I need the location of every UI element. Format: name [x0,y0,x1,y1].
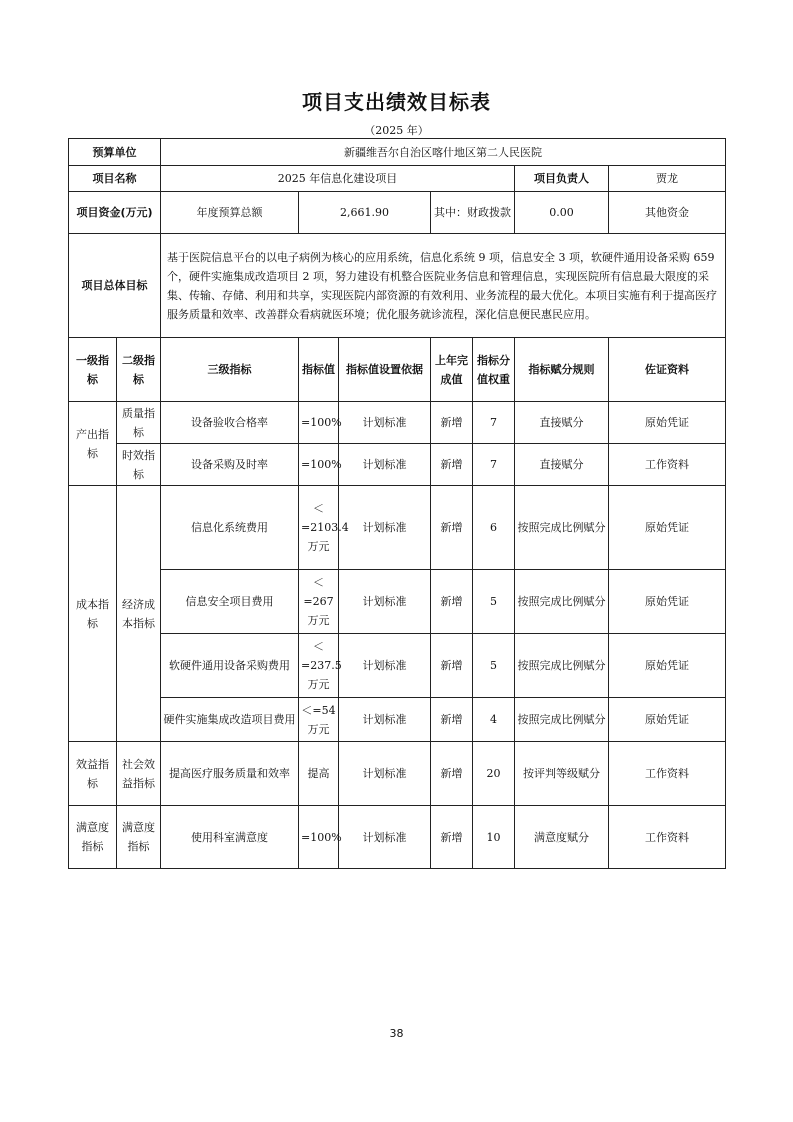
indicator-evidence: 原始凭证 [609,570,726,634]
indicator-name: 软硬件通用设备采购费用 [161,634,299,698]
indicator-value: ＜=2103.4 万元 [299,486,339,570]
annual-budget-label: 年度预算总额 [161,192,299,234]
indicator-basis: 计划标准 [339,486,431,570]
indicator-evidence: 原始凭证 [609,698,726,742]
page-number: 38 [389,1027,404,1040]
col-level2: 二级指标 [117,338,161,402]
col-basis: 指标值设置依据 [339,338,431,402]
col-level3: 三级指标 [161,338,299,402]
fiscal-value: 0.00 [515,192,609,234]
col-value: 指标值 [299,338,339,402]
indicator-name: 使用科室满意度 [161,806,299,869]
indicator-weight: 10 [473,806,515,869]
table-row [69,806,726,869]
indicator-rule: 按照完成比例赋分 [515,486,609,570]
indicator-name: 信息安全项目费用 [161,570,299,634]
indicator-last: 新增 [431,806,473,869]
group-output: 产出指标 [69,402,117,486]
indicator-evidence: 工作资料 [609,742,726,806]
funds-label: 项目资金(万元) [69,192,161,234]
indicator-last: 新增 [431,634,473,698]
project-name-value: 2025 年信息化建设项目 [161,166,515,192]
indicator-rule: 按照完成比例赋分 [515,698,609,742]
table-row [69,698,726,742]
indicator-last: 新增 [431,402,473,444]
indicator-last: 新增 [431,742,473,806]
indicator-weight: 20 [473,742,515,806]
indicator-name: 信息化系统费用 [161,486,299,570]
indicator-value: =100% [299,806,339,869]
indicator-weight: 5 [473,570,515,634]
table-row [69,486,726,570]
group-benefit: 效益指标 [69,742,117,806]
year-label: （2025 年） [364,124,429,137]
performance-table [68,138,726,869]
other-funds-label: 其他资金 [609,192,726,234]
indicator-basis: 计划标准 [339,402,431,444]
indicator-evidence: 原始凭证 [609,486,726,570]
table-row [69,634,726,698]
indicator-name: 设备验收合格率 [161,402,299,444]
indicator-value: ＜=237.5 万元 [299,634,339,698]
indicator-basis: 计划标准 [339,806,431,869]
table-row [69,570,726,634]
col-rule: 指标赋分规则 [515,338,609,402]
table-row [69,444,726,486]
column-header-row [69,338,726,402]
indicator-last: 新增 [431,698,473,742]
indicator-name: 硬件实施集成改造项目费用 [161,698,299,742]
indicator-name: 提高医疗服务质量和效率 [161,742,299,806]
budget-unit-value: 新疆维吾尔自治区喀什地区第二人民医院 [161,139,726,166]
indicator-evidence: 工作资料 [609,806,726,869]
indicator-weight: 7 [473,402,515,444]
indicator-weight: 6 [473,486,515,570]
indicator-evidence: 工作资料 [609,444,726,486]
group-quality: 质量指标 [117,402,161,444]
page-title: 项目支出绩效目标表 [302,90,491,114]
indicator-value: 提高 [299,742,339,806]
group-social-benefit: 社会效益指标 [117,742,161,806]
overall-goal-row [69,234,726,338]
indicator-evidence: 原始凭证 [609,634,726,698]
col-last-year: 上年完成值 [431,338,473,402]
annual-budget-value: 2,661.90 [299,192,431,234]
indicator-rule: 直接赋分 [515,402,609,444]
project-leader-label: 项目负责人 [515,166,609,192]
col-evidence: 佐证资料 [609,338,726,402]
indicator-basis: 计划标准 [339,698,431,742]
indicator-basis: 计划标准 [339,742,431,806]
indicator-value: ＜=54 万元 [299,698,339,742]
indicator-last: 新增 [431,444,473,486]
col-level1: 一级指标 [69,338,117,402]
table-row [69,742,726,806]
indicator-basis: 计划标准 [339,634,431,698]
project-name-label: 项目名称 [69,166,161,192]
group-economic-cost: 经济成本指标 [117,486,161,742]
indicator-basis: 计划标准 [339,444,431,486]
project-name-row [69,166,726,192]
indicator-basis: 计划标准 [339,570,431,634]
indicator-rule: 按照完成比例赋分 [515,570,609,634]
indicator-last: 新增 [431,486,473,570]
indicator-rule: 按评判等级赋分 [515,742,609,806]
indicator-weight: 5 [473,634,515,698]
overall-goal-label: 项目总体目标 [69,234,161,338]
overall-goal-text: 基于医院信息平台的以电子病例为核心的应用系统，信息化系统 9 项，信息安全 3 项，软硬件通用设备采购 659 个，硬件实施集成改造项目 2 项，努力建设有机整合医院业务信息和管理信息，实现医院所有信息最大限度的采集、传输、存储、利用和共享，实现医院内部资源的有效利用、业务流程的最大优化。本项目实施有利于提高医疗服务质量和效率、改善群众看病就医环境；优化服务就诊流程，深化信息便民惠民应用。 [161,234,726,338]
indicator-value: =100% [299,444,339,486]
project-leader-value: 贾龙 [609,166,726,192]
group-satisfaction-sub: 满意度指标 [117,806,161,869]
group-satisfaction: 满意度指标 [69,806,117,869]
indicator-value: ＜=267 万元 [299,570,339,634]
indicator-name: 设备采购及时率 [161,444,299,486]
indicator-rule: 直接赋分 [515,444,609,486]
indicator-value: =100% [299,402,339,444]
indicator-weight: 7 [473,444,515,486]
indicator-last: 新增 [431,570,473,634]
indicator-weight: 4 [473,698,515,742]
col-weight: 指标分值权重 [473,338,515,402]
indicator-evidence: 原始凭证 [609,402,726,444]
group-timeliness: 时效指标 [117,444,161,486]
indicator-rule: 满意度赋分 [515,806,609,869]
group-cost: 成本指标 [69,486,117,742]
table-row [69,402,726,444]
funds-row [69,192,726,234]
budget-unit-row [69,139,726,166]
indicator-rule: 按照完成比例赋分 [515,634,609,698]
budget-unit-label: 预算单位 [69,139,161,166]
fiscal-label: 其中：财政拨款 [431,192,515,234]
